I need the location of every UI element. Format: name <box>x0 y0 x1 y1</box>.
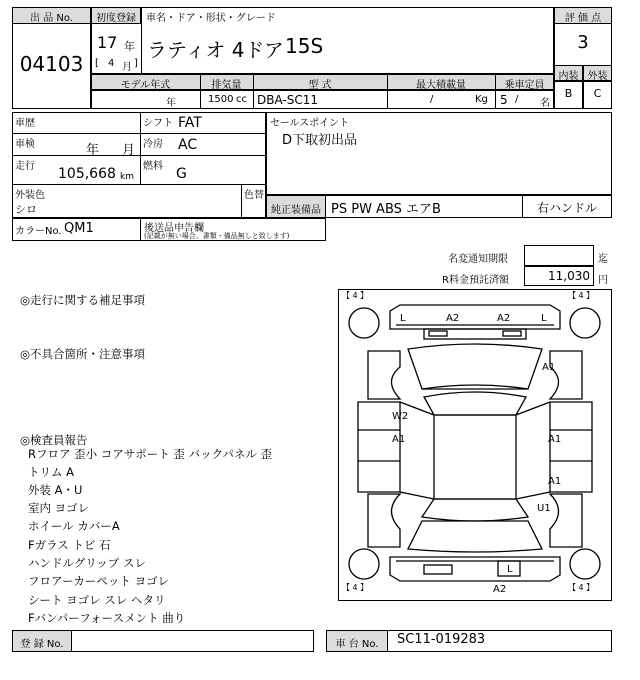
shift-value: FAT <box>178 115 202 131</box>
capacity-value: 5 <box>500 93 508 107</box>
fuel-label: 燃料 <box>143 161 163 172</box>
car-name: ラティオ 4ドア <box>147 38 284 62</box>
damage-code: A2 <box>497 313 511 324</box>
right-rear-fender <box>550 494 582 547</box>
recycle-value: 11,030 <box>548 269 590 283</box>
damage-code: A1 <box>548 434 562 445</box>
recycle-label: R料金預託済額 <box>442 275 509 286</box>
remark-line: ハンドルグリップ スレ <box>28 556 146 570</box>
model-year-label: モデル年式 <box>120 80 171 91</box>
name-change-label: 名変通知期限 <box>448 254 508 265</box>
det-h3 <box>12 184 266 185</box>
inspection-month-unit: 月 <box>122 143 136 158</box>
first-reg-year-unit: 年 <box>124 40 135 53</box>
name-change-field <box>524 245 594 266</box>
remark-line: 外装 A・U <box>28 483 83 497</box>
capacity-label: 乗車定員 <box>504 80 545 91</box>
damage-code: W2 <box>392 411 409 422</box>
damage-code: L <box>507 564 513 575</box>
remark-line: 室内 ヨゴレ <box>28 501 90 515</box>
remark-line: Fバンパーフォースメント 曲り <box>28 611 186 625</box>
damage-code: A2 <box>493 584 507 595</box>
hood <box>408 344 542 389</box>
max-load-unit: Kg <box>475 94 488 105</box>
tire-rear-right <box>570 549 600 579</box>
remark-line: フロアーカーペット ヨゴレ <box>28 574 170 588</box>
tire-size-rear-right: 【 4 】 <box>568 583 595 592</box>
inspector-report-label: ◎検査員報告 <box>20 433 88 447</box>
exterior-label: 外装 <box>587 71 608 82</box>
damage-code: L <box>541 313 547 324</box>
car-name-label: 車名・ドア・形状・グレード <box>146 13 276 24</box>
chassis-value: SC11-019283 <box>397 632 486 647</box>
interior-value: B <box>564 87 573 100</box>
remark-line: ホイール カバーA <box>28 519 120 533</box>
sales-point-label: セールスポイント <box>270 118 350 129</box>
shift-label: シフト <box>143 118 173 129</box>
type-value: DBA-SC11 <box>257 93 319 107</box>
capacity-sep: / <box>515 94 519 105</box>
damage-code: L <box>400 313 406 324</box>
remark-line: トリム A <box>28 465 75 479</box>
name-change-unit: 迄 <box>598 254 608 265</box>
det-v1 <box>140 112 141 184</box>
mileage-label: 走行 <box>15 161 35 172</box>
color-no-label: カラーNo. <box>15 226 62 237</box>
equipment-label: 純正装備品 <box>271 205 321 216</box>
sales-point-value: D下取初出品 <box>282 133 358 148</box>
ext-color-value: シロ <box>15 203 37 216</box>
reg-no-label: 登 録 No. <box>20 639 64 650</box>
color-no-div <box>140 218 141 241</box>
details-box <box>12 112 266 218</box>
remark-line: Rフロア 歪小 コアサポート 歪 バックパネル 歪 <box>28 447 273 461</box>
left-rear-fender <box>368 494 400 547</box>
det-h1 <box>12 133 266 134</box>
rear-window <box>422 499 528 521</box>
capacity-unit: 名 <box>540 98 550 109</box>
inspection-year-unit: 年 <box>86 143 100 158</box>
displacement-value: 1500 <box>208 94 234 105</box>
mileage-value: 105,668 <box>58 166 116 182</box>
tire-rear-left <box>349 549 379 579</box>
det-h2 <box>12 155 266 156</box>
roof <box>434 415 516 499</box>
equipment-value: PS PW ABS エアB <box>331 202 441 217</box>
aircon-value: AC <box>178 137 198 153</box>
first-reg-month-open: [ <box>95 58 99 69</box>
tire-size-front-right: 【 4 】 <box>568 291 595 300</box>
first-reg-label: 初度登録 <box>96 13 136 24</box>
interior-label: 内装 <box>558 71 579 82</box>
lot-label: 出 品 No. <box>30 13 73 24</box>
documents-note: (記載が無い場合、書類・備品無しと致します) <box>144 232 290 240</box>
lot-number: 04103 <box>19 52 84 76</box>
first-reg-year: 17 <box>97 33 118 52</box>
damage-code: A1 <box>548 476 562 487</box>
type-label: 型 式 <box>308 80 332 91</box>
remark-line: Fガラス トビ 石 <box>28 538 111 552</box>
fuel-value: G <box>176 166 187 182</box>
rating-label: 評 価 点 <box>564 13 602 24</box>
car-grade: 15S <box>285 34 324 58</box>
mileage-unit: km <box>120 172 134 182</box>
displacement-unit: cc <box>236 94 247 105</box>
first-reg-month: 4 <box>108 58 115 69</box>
chassis-label: 車 台 No. <box>335 639 379 650</box>
inspection-label: 車検 <box>15 139 35 150</box>
right-front-fender <box>550 351 582 399</box>
handle-value: 右ハンドル <box>536 201 597 215</box>
tire-size-front-left: 【 4 】 <box>342 291 369 300</box>
ext-color-label: 外装色 <box>15 190 45 201</box>
max-load-sep: / <box>430 94 434 105</box>
car-diagram <box>338 289 612 601</box>
first-reg-month-close: ] <box>134 58 138 69</box>
damage-code: A1 <box>542 362 556 373</box>
color-change-label: 色替 <box>244 190 264 201</box>
color-no-value: QM1 <box>64 221 94 236</box>
first-reg-month-unit: 月 <box>122 62 132 73</box>
displacement-label: 排気量 <box>211 80 242 91</box>
driving-remarks-label: ◎走行に関する補足事項 <box>20 293 146 307</box>
documents-label: 後送品申告欄 <box>144 223 204 234</box>
first-reg-divider <box>141 7 142 74</box>
model-year-unit: 年 <box>166 98 176 109</box>
tire-front-left <box>349 308 379 338</box>
recycle-unit: 円 <box>598 275 608 286</box>
damage-code: A2 <box>446 313 460 324</box>
rating-value: 3 <box>577 32 589 53</box>
history-label: 車歴 <box>15 118 35 129</box>
defects-label: ◎不具合箇所・注意事項 <box>20 347 146 361</box>
damage-code: A1 <box>392 434 406 445</box>
exterior-value: C <box>593 87 602 100</box>
max-load-label: 最大積載量 <box>416 80 466 91</box>
det-v2 <box>241 184 242 218</box>
tire-size-rear-left: 【 4 】 <box>342 583 369 592</box>
aircon-label: 冷房 <box>143 139 163 150</box>
trunk <box>408 521 542 552</box>
remark-line: シート ヨゴレ スレ ヘタリ <box>28 593 166 607</box>
windshield <box>424 392 526 415</box>
tire-front-right <box>570 308 600 338</box>
damage-code: U1 <box>537 503 551 514</box>
left-front-fender <box>368 351 400 399</box>
